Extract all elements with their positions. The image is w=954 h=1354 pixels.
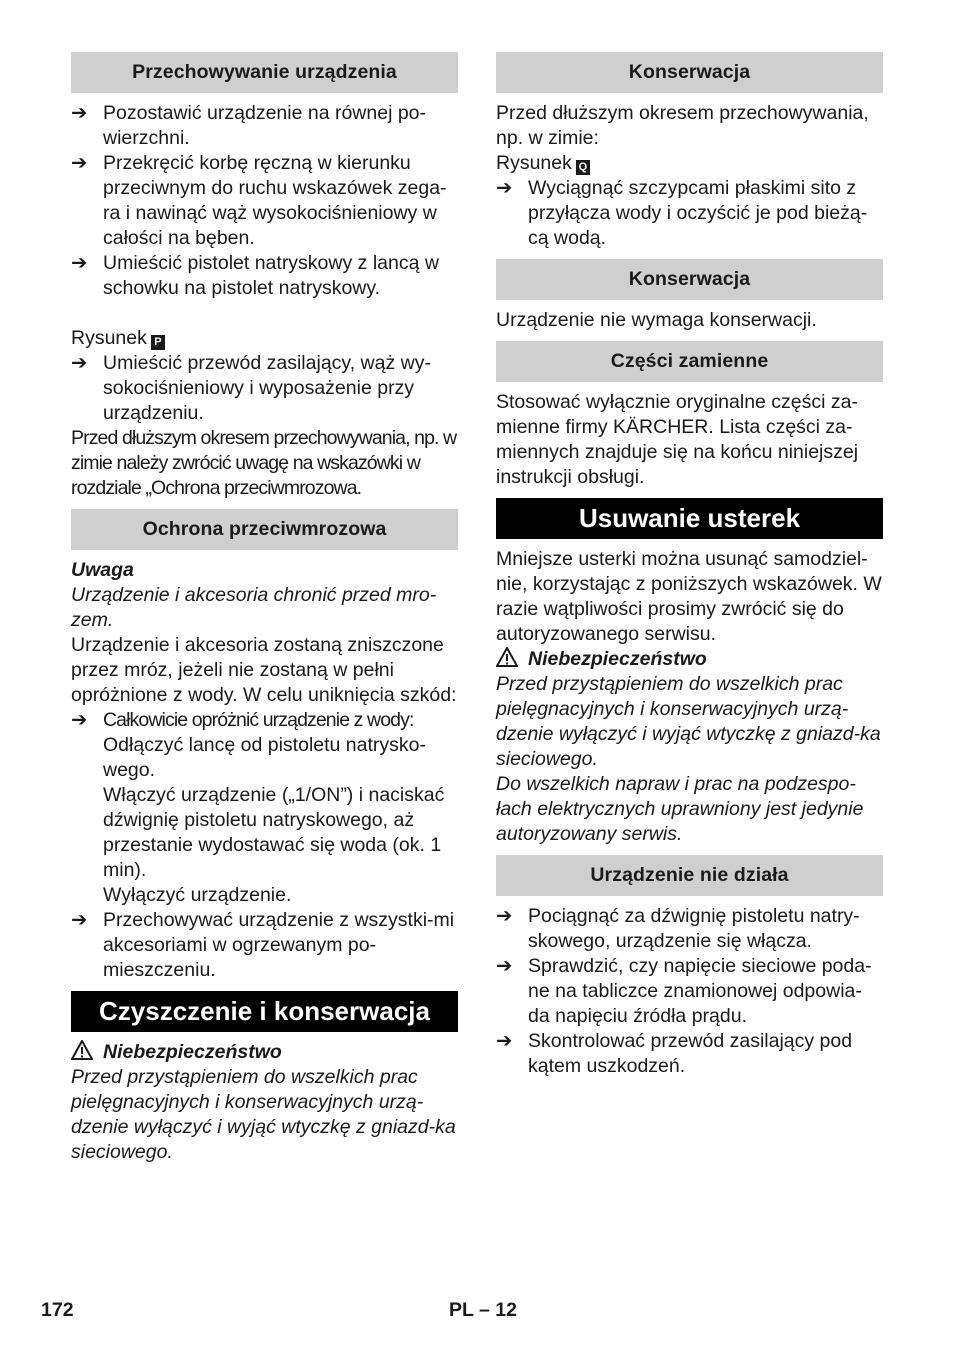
- maintenance-steps: [496, 176, 883, 251]
- section-heading-maintenance: Konserwacja: [496, 52, 883, 93]
- danger-text-2: Do wszelkich napraw i prac na podzespo-łach elektrycznych uprawniony jest jedynie autoryzowany serwis.: [496, 773, 864, 845]
- section-heading-not-working: Urządzenie nie działa: [496, 855, 883, 896]
- list-item: ➔ Pozostawić urządzenie na równej po-wierzchni.: [71, 102, 427, 149]
- arrow-right-icon: ➔: [496, 955, 513, 977]
- arrow-right-icon: ➔: [496, 177, 513, 199]
- list-item: ➔ Przechowywać urządzenie z wszystki-mi akcesoriami w ogrzewanym po-mieszczeniu.: [71, 909, 455, 981]
- section-heading-storage: Przechowywanie urządzenia: [71, 52, 458, 93]
- list-item: ➔ Wyciągnąć szczypcami płaskimi sito z przyłącza wody i oczyścić je pod bieżą-cą wodą.: [496, 177, 868, 249]
- chapter-heading-cleaning: Czyszczenie i konserwacja: [71, 991, 458, 1032]
- warning-triangle-icon: [496, 647, 518, 667]
- figure-reference: Rysunek P: [71, 326, 458, 351]
- figure-reference: Rysunek Q: [496, 151, 883, 176]
- maintenance-intro: Przed dłuższym okresem przechowywania, np. w zimie:: [496, 102, 869, 149]
- section-heading-frost-protection: Ochrona przeciwmrozowa: [71, 509, 458, 550]
- storage-steps-2: [71, 351, 458, 426]
- danger-title: Niebezpieczeństwo: [71, 1040, 458, 1065]
- arrow-right-icon: ➔: [71, 352, 88, 374]
- arrow-right-icon: ➔: [496, 1030, 513, 1052]
- section-heading-maintenance-2: Konserwacja: [496, 259, 883, 300]
- spare-parts-text: Stosować wyłącznie oryginalne części za-mienne firmy KÄRCHER. Lista części za-miennych znajduje się na końcu niniejszej instrukcji obsługi.: [496, 391, 859, 488]
- figure-p-icon: P: [151, 335, 165, 350]
- list-item: ➔ Umieścić przewód zasilający, wąż wy-sokociśnieniowy i wyposażenie przy urządzeniu.: [71, 352, 431, 424]
- left-column: [71, 52, 458, 1165]
- section-heading-spare-parts: Części zamienne: [496, 341, 883, 382]
- danger-title: Niebezpieczeństwo: [496, 647, 883, 672]
- arrow-right-icon: ➔: [496, 905, 513, 927]
- list-item: ➔ Pociągnąć za dźwignię pistoletu natry-skowego, urządzenie się włącza.: [496, 905, 860, 952]
- list-item: ➔ Umieścić pistolet natryskowy z lancą w schowku na pistolet natryskowy.: [71, 252, 439, 299]
- figure-q-icon: Q: [576, 160, 590, 175]
- page-code: PL – 12: [449, 1299, 517, 1321]
- list-item: ➔ Skontrolować przewód zasilający pod kątem uszkodzeń.: [496, 1030, 853, 1077]
- not-working-steps: [496, 904, 883, 1079]
- chapter-heading-troubleshooting: Usuwanie usterek: [496, 498, 883, 539]
- maintenance-text: Urządzenie nie wymaga konserwacji.: [496, 309, 817, 331]
- troubleshooting-intro: Mniejsze usterki można usunąć samodziel-nie, korzystając z poniższych wskazówek. W razie wątpliwości prosimy zwrócić się do autoryzowanego serwisu.: [496, 548, 882, 645]
- list-item: ➔ Całkowicie opróżnić urządzenie z wody: Odłączyć lancę od pistoletu natrysko-wego. Włączyć urządzenie („1/ON”) i naciskać dźwignię pistoletu natryskowego, aż przestanie wydostawać się woda (ok. 1 min). Wyłączyć urządzenie.: [71, 709, 445, 906]
- danger-text: Przed przystąpieniem do wszelkich prac pielęgnacyjnych i konserwacyjnych urzą-dzenie wyłączyć i wyjąć wtyczkę z gniazd-ka sieciowego.: [496, 673, 881, 770]
- storage-steps: [71, 101, 458, 301]
- frost-steps: [71, 708, 458, 983]
- arrow-right-icon: ➔: [71, 252, 88, 274]
- page-number: 172: [41, 1299, 74, 1321]
- list-item: ➔ Przekręcić korbę ręczną w kierunku przeciwnym do ruchu wskazówek zega-ra i nawinąć wąż wysokociśnieniowy w całości na bęben.: [71, 152, 447, 249]
- caution-title: Uwaga: [71, 559, 134, 581]
- arrow-right-icon: ➔: [71, 709, 88, 731]
- caution-text: Urządzenie i akcesoria chronić przed mro-zem.: [71, 584, 437, 631]
- frost-body: Urządzenie i akcesoria zostaną zniszczone przez mróz, jeżeli nie zostaną w pełni opróżnione z wody. W celu uniknięcia szkód:: [71, 634, 457, 706]
- storage-note: Przed dłuższym okresem przechowywania, np. w zimie należy zwrócić uwagę na wskazówki w rozdziale „Ochrona przeciwmrozowa.: [71, 427, 457, 499]
- arrow-right-icon: ➔: [71, 909, 88, 931]
- right-column: [496, 52, 883, 1079]
- list-item: ➔ Sprawdzić, czy napięcie sieciowe poda-ne na tabliczce znamionowej odpowia-da napięciu źródła prądu.: [496, 955, 872, 1027]
- danger-text: Przed przystąpieniem do wszelkich prac pielęgnacyjnych i konserwacyjnych urzą-dzenie wyłączyć i wyjąć wtyczkę z gniazd-ka sieciowego.: [71, 1066, 456, 1163]
- arrow-right-icon: ➔: [71, 152, 88, 174]
- warning-triangle-icon: [71, 1040, 93, 1060]
- arrow-right-icon: ➔: [71, 102, 88, 124]
